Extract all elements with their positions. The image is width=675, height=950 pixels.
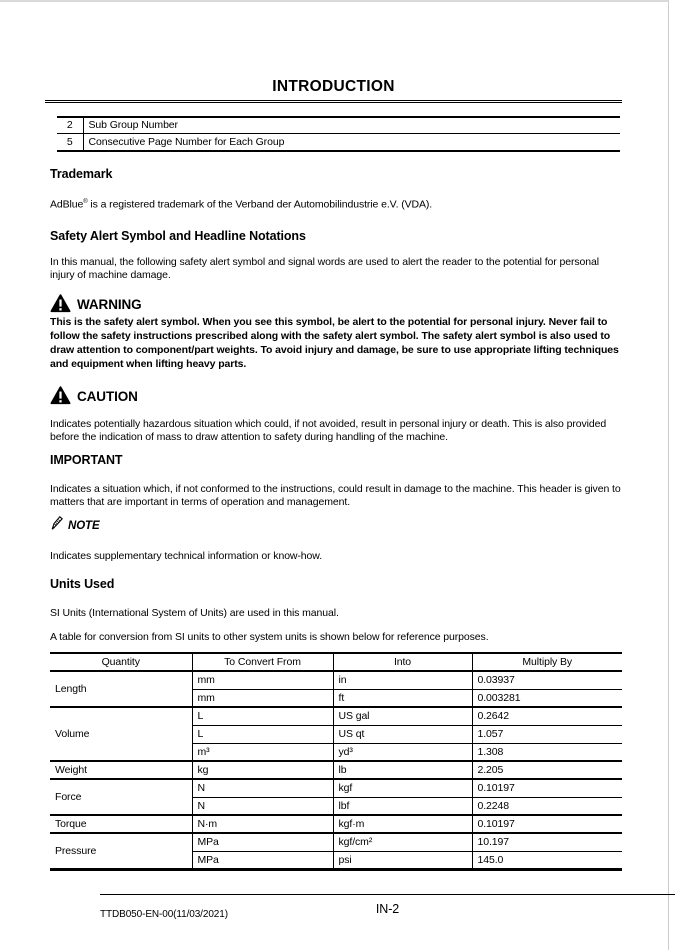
note-header	[50, 518, 622, 534]
note-label: NOTE	[68, 519, 100, 532]
table-cell: 0.10197	[472, 779, 622, 797]
table-cell: 1.057	[472, 725, 622, 743]
table-cell: kgf/cm²	[333, 833, 472, 851]
trademark-paragraph	[50, 196, 622, 212]
registered-mark: ®	[83, 198, 88, 205]
table-cell: MPa	[192, 833, 333, 851]
title-rule	[45, 100, 622, 103]
table-cell: US qt	[333, 725, 472, 743]
table-cell: m³	[192, 743, 333, 761]
table-header-row	[50, 653, 622, 671]
quantity-cell: Torque	[50, 815, 192, 833]
table-cell: kgf·m	[333, 815, 472, 833]
warning-triangle-icon	[50, 294, 71, 313]
sub-group-label: Sub Group Number	[88, 119, 178, 132]
quantity-cell: Volume	[50, 707, 192, 761]
quantity-cell: Weight	[50, 761, 192, 779]
table-row	[50, 833, 622, 851]
note-paragraph: Indicates supplementary technical information or know-how.	[50, 549, 323, 562]
quantity-cell: Force	[50, 779, 192, 815]
units-paragraph-2: A table for conversion from SI units to other system units is shown below for reference purposes.	[50, 630, 489, 643]
important-heading: IMPORTANT	[50, 452, 123, 467]
column-header-convert-from: To Convert From	[192, 653, 333, 671]
table-cell: mm	[192, 689, 333, 707]
table-cell: US gal	[333, 707, 472, 725]
table-cell: psi	[333, 851, 472, 869]
caution-paragraph: Indicates potentially hazardous situation which could, if not avoided, result in personal injury or death. This is also provided before the indication of mass to draw attention to safety during handling of the machine.	[50, 417, 607, 443]
brand-name: AdBlue	[50, 198, 84, 210]
table-row	[57, 134, 620, 151]
table-cell: N	[192, 779, 333, 797]
sub-group-number: 2	[57, 117, 83, 134]
trademark-heading: Trademark	[50, 166, 113, 181]
column-header-quantity: Quantity	[50, 653, 192, 671]
sub-group-table	[57, 116, 620, 152]
table-cell: kg	[192, 761, 333, 779]
table-cell: in	[333, 671, 472, 689]
table-cell: 10.197	[472, 833, 622, 851]
units-conversion-table	[50, 652, 622, 871]
table-cell: 145.0	[472, 851, 622, 869]
warning-label: WARNING	[77, 297, 142, 312]
table-row	[50, 761, 622, 779]
caution-label: CAUTION	[77, 389, 138, 404]
column-header-multiply-by: Multiply By	[472, 653, 622, 671]
table-cell: N	[192, 797, 333, 815]
safety-intro-paragraph: In this manual, the following safety alert symbol and signal words are used to alert the reader to the potential for personal injury of machine damage.	[50, 255, 599, 281]
table-cell: 0.2642	[472, 707, 622, 725]
table-cell: 0.003281	[472, 689, 622, 707]
footer-rule	[100, 894, 675, 895]
table-cell: kgf	[333, 779, 472, 797]
table-cell: L	[192, 725, 333, 743]
quantity-cell: Pressure	[50, 833, 192, 869]
table-cell: MPa	[192, 851, 333, 869]
table-cell: 0.10197	[472, 815, 622, 833]
important-paragraph: Indicates a situation which, if not conformed to the instructions, could result in damage to the machine. This header is given to matters that are important in terms of operation and management.	[50, 482, 621, 508]
document-number: TTDB050-EN-00(11/03/2021)	[100, 908, 228, 920]
caution-triangle-icon	[50, 386, 71, 405]
table-cell: lb	[333, 761, 472, 779]
table-cell: lbf	[333, 797, 472, 815]
table-cell: mm	[192, 671, 333, 689]
pen-icon	[50, 516, 63, 535]
caution-header	[50, 385, 622, 405]
table-cell: 1.308	[472, 743, 622, 761]
table-row	[50, 671, 622, 689]
table-cell: L	[192, 707, 333, 725]
sub-group-label: Consecutive Page Number for Each Group	[83, 134, 620, 151]
page-number: IN-2	[375, 901, 400, 916]
table-cell: 0.2248	[472, 797, 622, 815]
trademark-text: is a registered trademark of the Verband der Automobilindustrie e.V. (VDA).	[87, 198, 433, 210]
sub-group-number: 5	[57, 134, 83, 151]
table-cell: 0.03937	[472, 671, 622, 689]
units-table-body	[50, 671, 622, 869]
units-paragraph-1: SI Units (International System of Units) are used in this manual.	[50, 607, 339, 619]
table-row	[57, 117, 620, 134]
page-title: INTRODUCTION	[272, 78, 395, 95]
warning-header	[50, 293, 622, 313]
quantity-cell: Length	[50, 671, 192, 707]
column-header-into: Into	[333, 653, 472, 671]
table-cell: ft	[333, 689, 472, 707]
units-heading: Units Used	[50, 577, 115, 591]
table-cell: N·m	[192, 815, 333, 833]
warning-paragraph: This is the safety alert symbol. When you see this symbol, be alert to the potential for personal injury. Never fail to follow the safety instructions prescribed along with the safety alert symbol. The safety alert symbol is also used to draw attention to component/part weights. To avoid injury and damage, be sure to use appropriate lifting techniques and equipment when lifting heavy parts.	[50, 315, 619, 370]
table-cell: yd³	[333, 743, 472, 761]
table-row	[50, 815, 622, 833]
page-footer	[100, 894, 675, 920]
table-row	[50, 707, 622, 725]
table-row	[50, 779, 622, 797]
table-cell: 2.205	[472, 761, 622, 779]
safety-heading: Safety Alert Symbol and Headline Notations	[50, 228, 306, 243]
